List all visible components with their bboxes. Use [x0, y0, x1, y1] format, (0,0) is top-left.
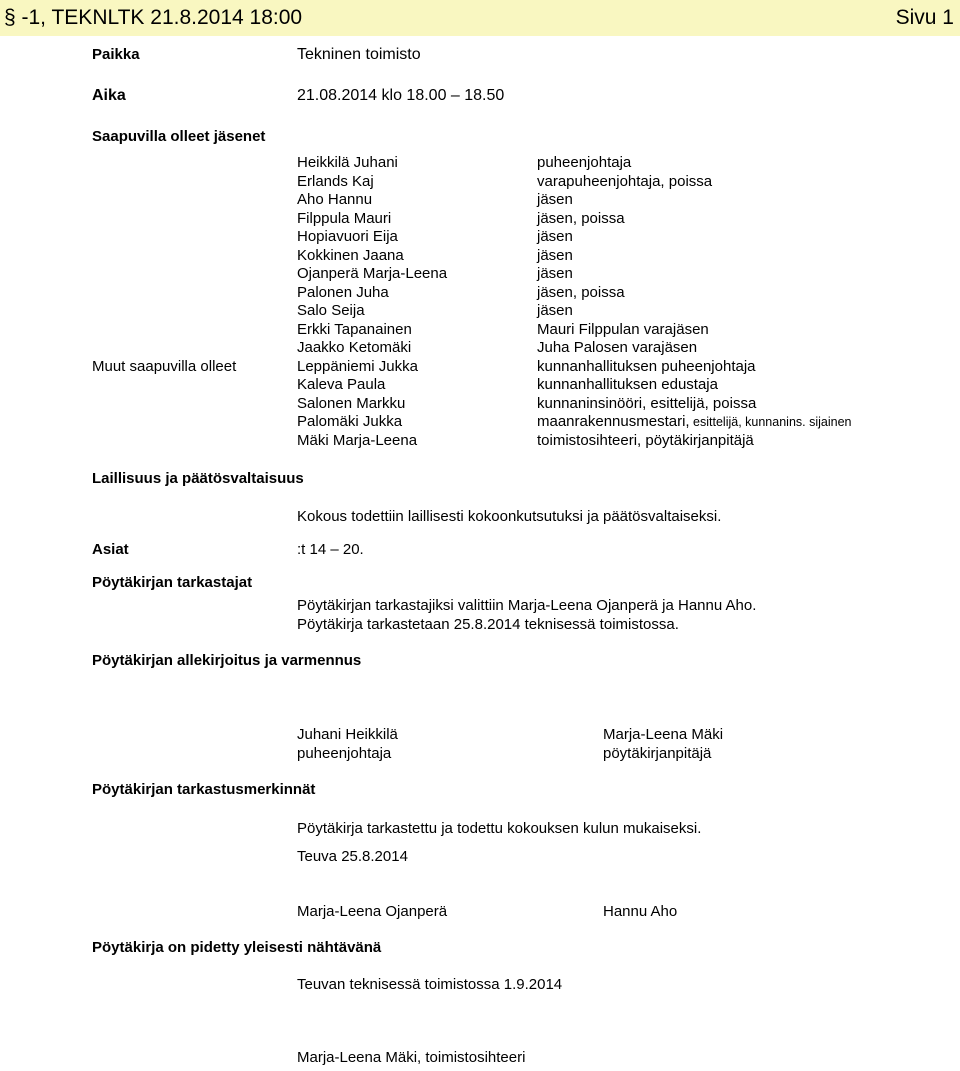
list-item: Palomäki Jukka	[297, 413, 403, 430]
muut-label: Muut saapuvilla olleet	[92, 358, 237, 375]
list-item: Mauri Filppulan varajäsen	[537, 320, 709, 338]
list-item: varapuheenjohtaja, poissa	[537, 172, 713, 190]
list-item: toimistosihteeri, pöytäkirjanpitäjä	[537, 431, 754, 449]
list-item: Mäki Marja-Leena	[297, 431, 418, 449]
tarkastusmerkinnat-date: Teuva 25.8.2014	[297, 848, 408, 865]
list-item: kunnanhallituksen puheenjohtaja	[537, 357, 756, 375]
list-item: Hopiavuori Eija	[297, 228, 398, 245]
member-roles	[537, 154, 851, 450]
inspector-name-2: Hannu Aho	[603, 903, 678, 920]
list-item: puheenjohtaja	[537, 154, 632, 171]
list-item: Ojanperä Marja-Leena	[297, 265, 448, 282]
list-item: Heikkilä Juhani	[297, 154, 398, 171]
nahtavana-label: Pöytäkirja on pidetty yleisesti nähtävänä	[92, 939, 382, 956]
list-item: Erlands Kaj	[297, 172, 374, 190]
signature-role-secretary: pöytäkirjanpitäjä	[603, 745, 712, 762]
list-item: Kaleva Paula	[297, 376, 386, 393]
laillisuus-label: Laillisuus ja päätösvaltaisuus	[92, 470, 304, 487]
paikka-value: Tekninen toimisto	[297, 46, 421, 63]
aika-label: Aika	[92, 87, 126, 104]
asiat-label: Asiat	[92, 541, 129, 558]
list-item: Filppula Mauri	[297, 209, 392, 227]
list-item: Leppäniemi Jukka	[297, 357, 418, 375]
list-item: Aho Hannu	[297, 191, 373, 208]
page-header	[0, 0, 960, 36]
list-item: jäsen	[537, 191, 573, 208]
role-text-small: esittelijä, kunnanins. sijainen	[689, 415, 852, 429]
nahtavana-signer: Marja-Leena Mäki, toimistosihteeri	[297, 1049, 526, 1066]
list-item: Kokkinen Jaana	[297, 246, 404, 264]
tarkastajat-line2: Pöytäkirja tarkastetaan 25.8.2014 teknisessä toimistossa.	[297, 616, 679, 633]
list-item: kunnanhallituksen edustaja	[537, 376, 718, 393]
tarkastajat-line1: Pöytäkirjan tarkastajiksi valittiin Marja-Leena Ojanperä ja Hannu Aho.	[297, 597, 757, 614]
list-item: Salo Seija	[297, 302, 365, 319]
list-item: jäsen	[537, 265, 573, 282]
section-title: § -1, TEKNLTK 21.8.2014 18:00	[4, 6, 303, 29]
tarkastajat-label: Pöytäkirjan tarkastajat	[92, 574, 253, 591]
aika-value: 21.08.2014 klo 18.00 – 18.50	[297, 87, 505, 104]
signature-name-secretary: Marja-Leena Mäki	[603, 726, 724, 743]
list-item: Juha Palosen varajäsen	[537, 339, 698, 356]
list-item: jäsen, poissa	[537, 283, 625, 301]
paikka-label: Paikka	[92, 46, 140, 63]
role-text: maanrakennusmestari,	[537, 413, 690, 430]
member-names	[297, 154, 447, 450]
inspector-name-1: Marja-Leena Ojanperä	[297, 903, 448, 920]
list-item: jäsen	[537, 302, 573, 319]
saapuvilla-label: Saapuvilla olleet jäsenet	[92, 128, 266, 145]
list-item: jäsen	[537, 228, 573, 245]
signature-role-chair: puheenjohtaja	[297, 745, 392, 762]
list-item: Jaakko Ketomäki	[297, 339, 412, 356]
list-item: Salonen Markku	[297, 394, 406, 412]
list-item: kunnaninsinööri, esittelijä, poissa	[537, 394, 757, 412]
asiat-value: :t 14 – 20.	[297, 541, 364, 558]
list-item	[537, 413, 851, 432]
list-item: jäsen, poissa	[537, 209, 625, 227]
nahtavana-text: Teuvan teknisessä toimistossa 1.9.2014	[297, 976, 563, 993]
list-item: Erkki Tapanainen	[297, 320, 412, 338]
tarkastusmerkinnat-text: Pöytäkirja tarkastettu ja todettu kokouksen kulun mukaiseksi.	[297, 820, 702, 837]
signature-name-chair: Juhani Heikkilä	[297, 726, 398, 743]
tarkastusmerkinnat-label: Pöytäkirjan tarkastusmerkinnät	[92, 781, 316, 798]
laillisuus-text: Kokous todettiin laillisesti kokoonkutsutuksi ja päätösvaltaiseksi.	[297, 508, 722, 525]
list-item: jäsen	[537, 246, 573, 264]
list-item: Palonen Juha	[297, 283, 389, 301]
page-number: Sivu 1	[895, 6, 954, 29]
allekirjoitus-label: Pöytäkirjan allekirjoitus ja varmennus	[92, 652, 362, 669]
